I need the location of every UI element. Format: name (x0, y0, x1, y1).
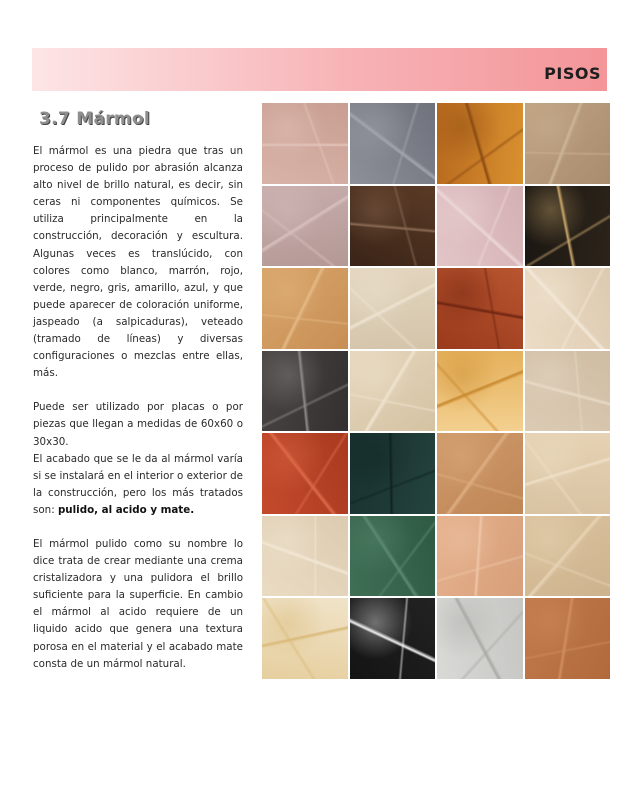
black-gold-marble-tile (525, 186, 611, 267)
section-title: 3.7 Mármol (39, 109, 151, 129)
carrara-marble-tile (437, 598, 523, 679)
brown-emperador-marble-tile (350, 186, 436, 267)
peach-marble-tile (437, 516, 523, 597)
paragraph-dimensions (33, 399, 243, 519)
red-marble-tile (262, 433, 348, 514)
pink-grey-marble-tile (262, 186, 348, 267)
body-text (33, 143, 243, 690)
tan-marble-tile (437, 433, 523, 514)
finishes-list: pulido, al acido y mate. (57, 503, 195, 516)
cream-marble-tile (350, 268, 436, 349)
crema-marble-tile (525, 433, 611, 514)
grey-marble-tile (350, 103, 436, 184)
header-band (32, 48, 607, 91)
beige-marble-tile (525, 103, 611, 184)
marble-sample-grid (262, 103, 610, 679)
pale-beige-marble-tile (525, 351, 611, 432)
nero-marquina-marble-tile (350, 598, 436, 679)
green-marble-tile (350, 516, 436, 597)
gold-onyx-marble-tile (437, 351, 523, 432)
rosa-marble-tile (262, 103, 348, 184)
yellow-white-marble-tile (262, 598, 348, 679)
finishes-text: El acabado que se le da al mármol varía si se instalará en el interior o exterior de la construcción, pero los más tratados son: (33, 452, 243, 516)
travertine-marble-tile (350, 351, 436, 432)
paragraph-finishes-detail: El mármol pulido como su nombre lo dice trata de crear mediante una crema cristalizadora y una pulidora el brillo suficiente para la superficie. En cambio el mármol al acido requiere de un liquido acido que genera una textura porosa en el material y el acabado mate consta de un mármol natural. (33, 537, 243, 670)
red-vein-marble-tile (437, 268, 523, 349)
ivory-marble-tile (525, 268, 611, 349)
header-title: PISOS (544, 64, 601, 83)
light-crema-marble-tile (262, 516, 348, 597)
rust-marble-tile (525, 598, 611, 679)
light-pink-marble-tile (437, 186, 523, 267)
dark-green-marble-tile (350, 433, 436, 514)
gold-vein-marble-tile (437, 103, 523, 184)
dimensions-text: Puede ser utilizado por placas o por piezas que llegan a medidas de 60x60 o 30x30. (33, 401, 243, 448)
honey-marble-tile (262, 268, 348, 349)
dark-grey-marble-tile (262, 351, 348, 432)
paragraph-definition: El mármol es una piedra que tras un proceso de pulido por abrasión alcanza alto nivel de brillo natural, es decir, sin ceras ni componentes químicos. Se utiliza principalmente en la construcción, decoración y escultura. Algunas veces es translúcido, con colores como blanco, marrón, rojo, verde, negro, gris, amarillo, azul, y que puede aparecer de coloración uniforme, jaspeado (a salpicaduras), veteado (tramado de líneas) y diversas configuraciones o mezclas entre ellas, más. (33, 145, 243, 380)
sand-marble-tile (525, 516, 611, 597)
